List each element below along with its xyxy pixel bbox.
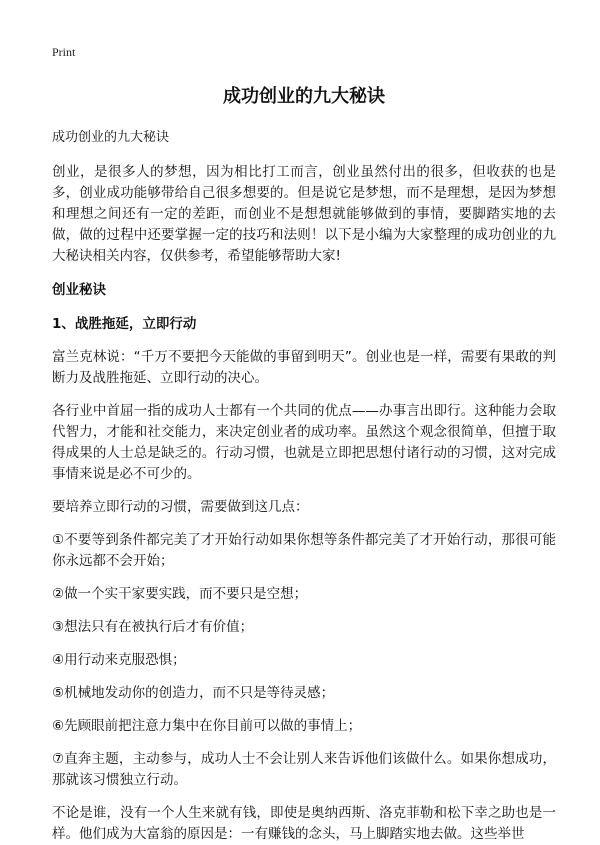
print-link[interactable]: Print [52,45,76,59]
page-title: 成功创业的九大秘诀 [223,86,385,107]
point-heading: 1、战胜拖延，立即行动 [52,316,197,332]
list-item: ⑥先顾眼前把注意力集中在你目前可以做的事情上； [52,718,362,734]
list-item: ③想法只有在被执行后才有价值； [52,619,254,635]
list-item: ①不要等到条件都完美了才开始行动如果你想等条件都完美了才开始行动，那很可能你永远都不会开始； [52,532,556,569]
document-subtitle: 成功创业的九大秘诀 [52,130,170,145]
list-item: ②做一个实干家要实践，而不要只是空想； [52,586,308,602]
list-item: ⑤机械地发动你的创造力，而不只是等待灵感； [52,685,335,701]
list-item: ⑦直奔主题，主动参与，成功人士不会让别人来告诉他们该做什么。如果你想成功，那就该习惯独立行动。 [52,751,556,788]
paragraph: 要培养立即行动的习惯，需要做到这几点： [52,499,309,515]
section-heading: 创业秘诀 [52,282,106,298]
intro-paragraph: 创业，是很多人的梦想，因为相比打工而言，创业虽然付出的很多，但收获的也是多，创业成功能够带给自己很多想要的。但是说它是梦想，而不是理想，是因为梦想和理想之间还有一定的差距，而创业不是想想就能够做到的事情，要脚踏实地的去做，做的过程中还要掌握一定的技巧和法则！以下是小编为大家整理的成功创业的九大秘诀相关内容，仅供参考，希望能够帮助大家! [52,164,556,264]
paragraph: 富兰克林说：“千万不要把今天能做的事留到明天”。创业也是一样，需要有果敢的判断力及战胜拖延、立即行动的决心。 [52,349,556,386]
paragraph: 不论是谁，没有一个人生来就有钱，即使是奥纳西斯、洛克菲勒和松下幸之助也是一样。他们成为大富翁的原因是：一有赚钱的念头，马上脚踏实地去做。这些举世 [52,805,556,842]
list-item: ④用行动来克服恐惧； [52,652,186,668]
paragraph: 各行业中首屈一指的成功人士都有一个共同的优点——办事言出即行。这种能力会取代智力，才能和社交能力，来决定创业者的成功率。虽然这个观念很简单，但擅于取得成果的人士总是缺乏的。行动习惯，也就是立即把思想付诸行动的习惯，这对完成事情来说是必不可少的。 [52,403,556,482]
